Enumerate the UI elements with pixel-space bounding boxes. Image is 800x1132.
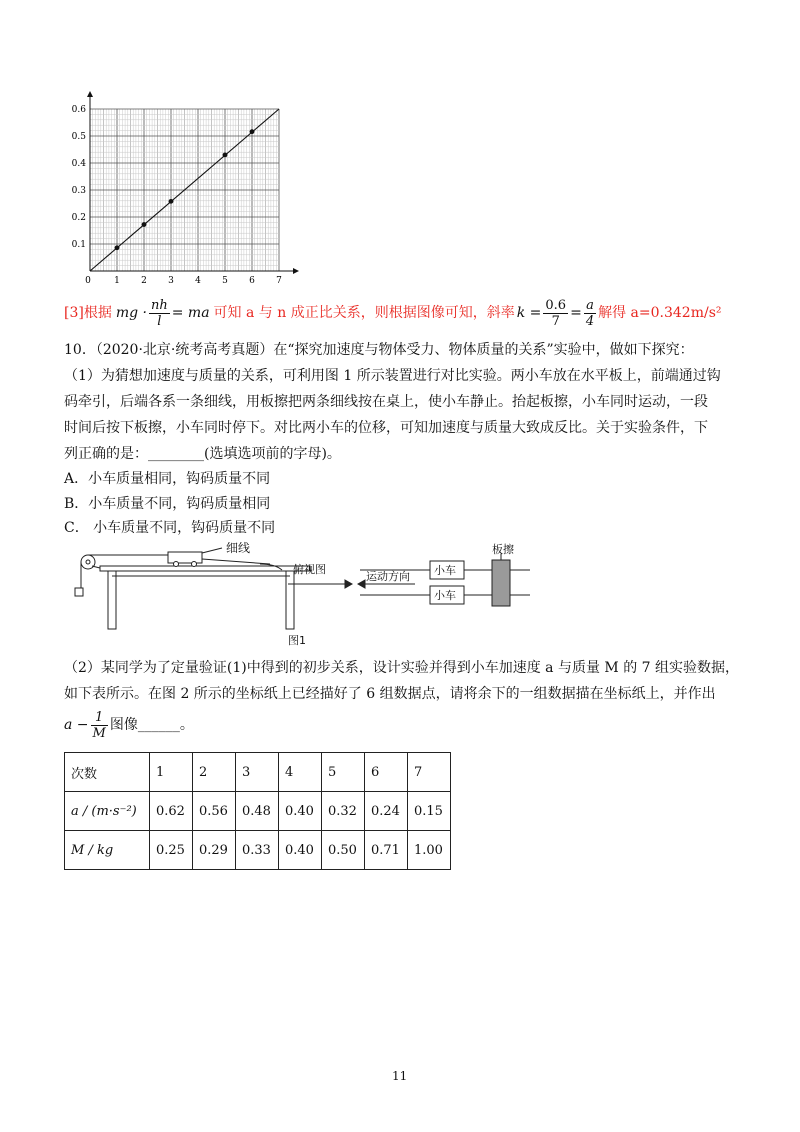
option-a: A．小车质量相同，钩码质量不同 bbox=[64, 471, 271, 487]
m-label: M / kg bbox=[65, 831, 150, 870]
table-cell: 0.29 bbox=[193, 831, 236, 870]
frac-num: 0.6 bbox=[545, 297, 567, 313]
data-table bbox=[64, 752, 451, 870]
answer-3-prefix: [3]根据 bbox=[64, 305, 112, 321]
table-cell: 0.48 bbox=[236, 792, 279, 831]
y-tick-label: 0.1 bbox=[71, 240, 86, 250]
data-point bbox=[169, 199, 174, 204]
q10-part2-line1: （2）某同学为了定量验证(1)中得到的初步关系，设计实验并得到小车加速度 a 与质量 M 的 7 组实验数据， bbox=[64, 660, 740, 676]
fraction-a-over-4 bbox=[584, 298, 596, 329]
table-cell: 4 bbox=[279, 753, 322, 792]
y-tick-label: 0.3 bbox=[71, 186, 86, 196]
table-cell: 0.71 bbox=[365, 831, 408, 870]
x-axis-arrow bbox=[293, 268, 299, 274]
data-point bbox=[223, 153, 228, 158]
table-cell: 1.00 bbox=[408, 831, 451, 870]
formula-eq-ma: = ma bbox=[171, 305, 210, 321]
figure-caption: 图1 bbox=[288, 634, 306, 647]
formula-k: k = bbox=[516, 305, 542, 321]
formula-a-minus: a − bbox=[64, 717, 89, 733]
x-tick-label: 0 bbox=[85, 276, 91, 286]
option-c: C． 小车质量不同，钩码质量不同 bbox=[64, 520, 276, 536]
table-row-a bbox=[65, 792, 451, 831]
table-cell: 0.25 bbox=[150, 831, 193, 870]
a-label: a / (m·s⁻²) bbox=[65, 792, 150, 831]
frac-den: l bbox=[157, 313, 162, 329]
table-cell: 0.62 bbox=[150, 792, 193, 831]
q10-part1-line1: （1）为猜想加速度与质量的关系，可利用图 1 所示装置进行对比实验。两小车放在水平板上，前端通过钩 bbox=[64, 368, 721, 384]
y-tick-label: 0.6 bbox=[71, 105, 86, 115]
fraction-0.6-over-7 bbox=[543, 298, 568, 329]
formula-mg: mg · bbox=[115, 305, 147, 321]
table-cell: 0.33 bbox=[236, 831, 279, 870]
table-cell: 7 bbox=[408, 753, 451, 792]
answer-3-middle: 可知 a 与 n 成正比关系，则根据图像可知，斜率 bbox=[213, 305, 515, 321]
table-cell: 1 bbox=[150, 753, 193, 792]
q10-part2-line3 bbox=[64, 708, 194, 742]
topview-arrow bbox=[288, 580, 352, 588]
answer-3 bbox=[64, 296, 722, 330]
a-n-graph bbox=[60, 88, 300, 288]
q10-part1-line4: 列正确的是：________(选填选项前的字母)。 bbox=[64, 446, 341, 462]
table-cell: 0.40 bbox=[279, 831, 322, 870]
q10-part2-line2: 如下表所示。在图 2 所示的坐标纸上已经描好了 6 组数据点，请将余下的一组数据描在坐标纸上，并作出 bbox=[64, 686, 716, 702]
y-tick-label: 0.5 bbox=[71, 132, 86, 142]
q10-title: 10．（2020·北京·统考高考真题）在“探究加速度与物体受力、物体质量的关系”实验中，做如下探究： bbox=[64, 342, 694, 358]
table-cell: 0.15 bbox=[408, 792, 451, 831]
data-point bbox=[250, 129, 255, 134]
x-tick-label: 6 bbox=[249, 276, 255, 286]
y-tick-label: 0.4 bbox=[71, 159, 86, 169]
table-cell: 5 bbox=[322, 753, 365, 792]
fraction-nh-over-l bbox=[149, 298, 170, 329]
topview-label: 俯视图 bbox=[293, 563, 326, 576]
y-axis-arrow bbox=[87, 91, 93, 97]
table-apparatus bbox=[75, 548, 310, 629]
x-tick-label: 4 bbox=[195, 276, 201, 286]
table-cell: 0.40 bbox=[279, 792, 322, 831]
car-label-1: 小车 bbox=[434, 564, 456, 577]
data-point bbox=[115, 245, 120, 250]
eraser-label: 板擦 bbox=[492, 543, 514, 556]
frac-den: M bbox=[92, 725, 106, 741]
option-b: B．小车质量不同，钩码质量相同 bbox=[64, 496, 271, 512]
page-number: 11 bbox=[392, 1069, 408, 1083]
car-label-2: 小车 bbox=[434, 589, 456, 602]
table-cell: 2 bbox=[193, 753, 236, 792]
table-row-m bbox=[65, 831, 451, 870]
table-cell: 3 bbox=[236, 753, 279, 792]
formula-equals: = bbox=[570, 305, 582, 321]
x-tick-label: 1 bbox=[114, 276, 120, 286]
frac-num: nh bbox=[150, 297, 168, 313]
table-cell: 0.32 bbox=[322, 792, 365, 831]
q10-part1-line3: 时间后按下板擦，小车同时停下。对比两小车的位移，可知加速度与质量大致成反比。关于实验条件，下 bbox=[64, 420, 708, 436]
table-cell: 0.24 bbox=[365, 792, 408, 831]
x-tick-label: 7 bbox=[276, 276, 282, 286]
direction-label: 运动方向 bbox=[366, 570, 410, 583]
string-label: 细线 bbox=[226, 541, 251, 555]
fraction-1-over-M bbox=[91, 710, 108, 741]
x-tick-label: 3 bbox=[168, 276, 174, 286]
data-point bbox=[142, 222, 147, 227]
table-cell: 0.56 bbox=[193, 792, 236, 831]
x-tick-label: 5 bbox=[222, 276, 228, 286]
x-tick-label: 2 bbox=[141, 276, 147, 286]
frac-den: 7 bbox=[551, 313, 560, 329]
q10-part1-line2: 码牵引，后端各系一条细线，用板擦把两条细线按在桌上，使小车静止。抬起板擦，小车同时运动，一段 bbox=[64, 394, 708, 410]
table-row-index bbox=[65, 753, 451, 792]
answer-3-result: 解得 a=0.342m/s² bbox=[598, 305, 722, 321]
header-label: 次数 bbox=[65, 753, 150, 792]
table-cell: 0.50 bbox=[322, 831, 365, 870]
frac-num: 1 bbox=[91, 710, 108, 726]
figure-1 bbox=[60, 540, 560, 650]
graph-label: 图像______。 bbox=[109, 717, 194, 733]
frac-num: a bbox=[584, 298, 596, 314]
y-tick-label: 0.2 bbox=[71, 213, 86, 223]
frac-den: 4 bbox=[585, 313, 595, 329]
table-cell: 6 bbox=[365, 753, 408, 792]
